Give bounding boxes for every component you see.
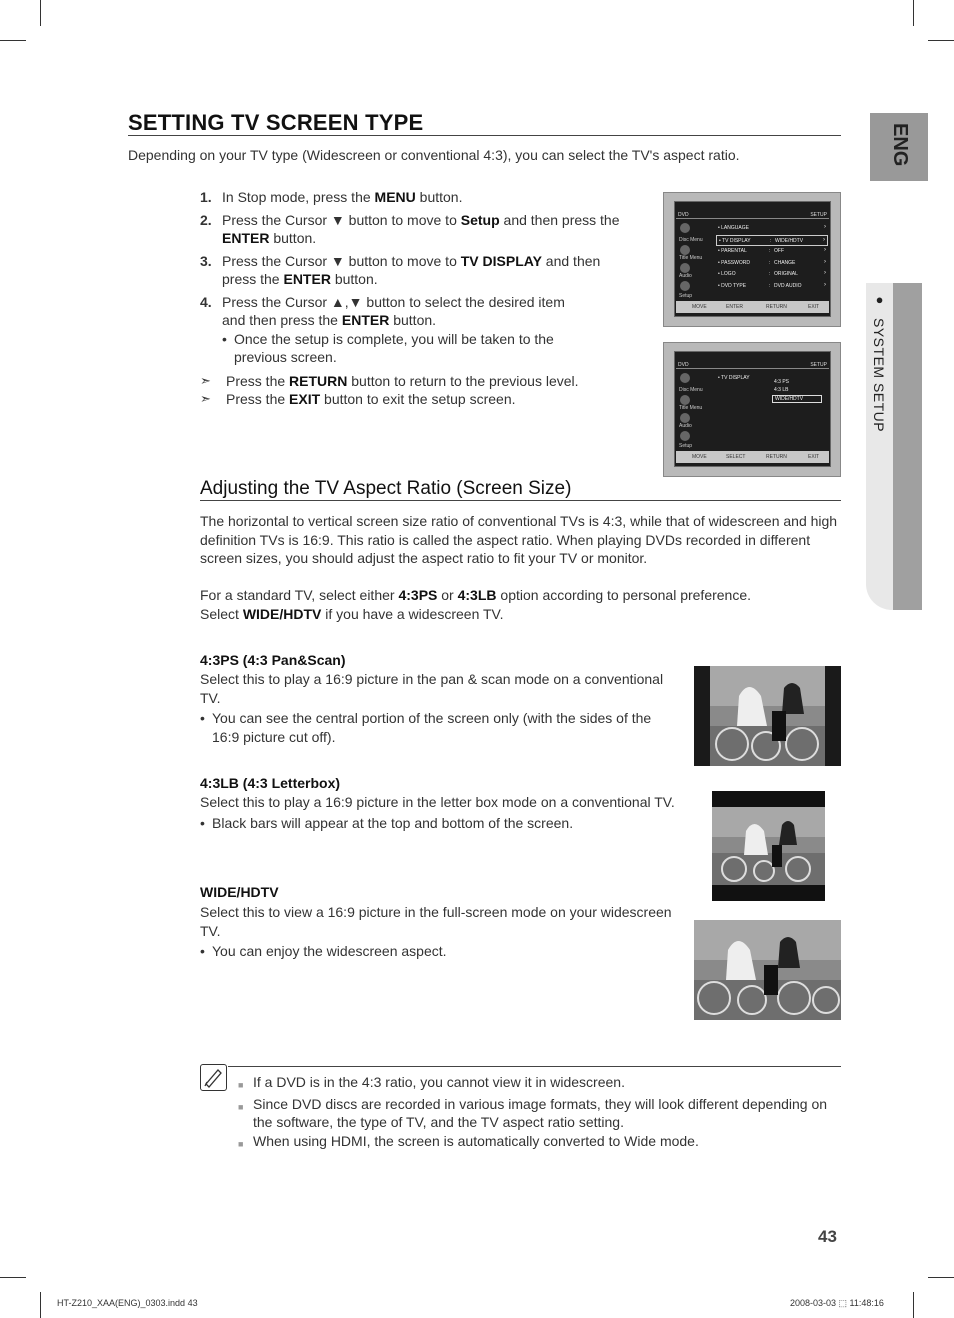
tip-text: Press the EXIT button to exit the setup screen. — [226, 391, 516, 407]
crop-mark — [913, 1292, 914, 1318]
bullet-dot: • — [222, 331, 227, 347]
note-item: ■ Since DVD discs are recorded in various image formats, they will look different depending on the software, the type of TV, and the TV aspect ratio setting. — [238, 1095, 828, 1130]
step-text: In Stop mode, press the MENU button. — [222, 189, 463, 205]
osd-row: • TV DISPLAY — [718, 375, 750, 381]
ps-body — [200, 670, 680, 746]
lb-description: Select this to play a 16:9 picture in the letter box mode on a conventional TV. — [200, 794, 675, 810]
osd-row: • LOGO : ORIGINAL › — [718, 270, 826, 277]
osd-footer — [676, 451, 829, 463]
crop-mark — [928, 40, 954, 41]
lb-body — [200, 793, 680, 832]
setup-menu-screenshot — [663, 192, 841, 327]
tip-item — [200, 372, 640, 390]
wide-description: Select this to view a 16:9 picture in the full-screen mode on your widescreen TV. — [200, 904, 672, 939]
tv-display-menu-screenshot — [663, 342, 841, 477]
crop-mark — [40, 1292, 41, 1318]
square-bullet-icon: ■ — [238, 1080, 244, 1090]
steps-list — [200, 188, 640, 408]
page-title: SETTING TV SCREEN TYPE — [128, 110, 424, 135]
crop-mark — [40, 0, 41, 26]
chevron-right-icon: › — [824, 247, 826, 253]
step-number: 1. — [200, 189, 212, 205]
osd-menu — [716, 223, 828, 292]
chevron-right-icon: › — [824, 258, 826, 265]
chevron-right-icon: › — [824, 281, 826, 288]
pan-scan-example-image — [694, 666, 841, 766]
language-tab — [870, 113, 928, 181]
osd-sidebar — [676, 221, 714, 301]
osd-row: • LANGUAGE › — [718, 224, 826, 231]
section-title: Adjusting the TV Aspect Ratio (Screen Size) — [200, 478, 572, 499]
osd-row: • DVD TYPE : DVD AUDIO › — [718, 281, 826, 289]
notes-list — [238, 1073, 838, 1153]
osd-foot-select: SELECT — [726, 454, 746, 460]
step-text: Press the Cursor ▲,▼ button to select the desired item and then press the ENTER button. — [222, 294, 565, 328]
chevron-right-icon: › — [824, 270, 826, 276]
osd-row: • PARENTAL : OFF › — [718, 247, 826, 254]
osd-mode-label: DVD — [678, 212, 689, 218]
osd-foot-return: RETURN — [766, 304, 787, 310]
osd-side-item: Disc Menu — [679, 237, 703, 243]
step-item — [200, 188, 640, 206]
step-note-text: Once the setup is complete, you will be taken to the previous screen. — [234, 331, 554, 365]
osd-side-item: Audio — [679, 273, 692, 279]
osd-side-item: Disc Menu — [679, 387, 703, 393]
setup-icon — [680, 431, 690, 441]
osd-mode-label: DVD — [678, 362, 689, 368]
widescreen-example-image — [694, 920, 841, 1020]
tip-text: Press the RETURN button to return to the previous level. — [226, 373, 579, 389]
audio-icon — [680, 263, 690, 273]
osd-menu-label: SETUP — [810, 212, 827, 218]
chevron-right-icon: › — [823, 236, 825, 243]
arrow-icon: ➣ — [200, 373, 211, 388]
title-icon — [680, 245, 690, 255]
note-item: ■ If a DVD is in the 4:3 ratio, you cannot view it in widescreen. — [238, 1073, 838, 1095]
ps-description: Select this to play a 16:9 picture in the pan & scan mode on a conventional TV. — [200, 671, 664, 706]
square-bullet-icon: ■ — [238, 1138, 244, 1149]
title-divider — [128, 135, 841, 136]
section-divider — [200, 500, 841, 501]
osd-foot-enter: ENTER — [726, 304, 743, 310]
step-text: Press the Cursor ▼ button to move to Setup and then press the ENTER button. — [222, 212, 620, 246]
letterbox-example-image — [712, 791, 825, 901]
osd-topbar — [676, 211, 829, 219]
section-tab-label: ● SYSTEM SETUP — [871, 292, 887, 433]
osd-option: 4:3 PS — [774, 379, 790, 385]
osd-side-item: Audio — [679, 423, 692, 429]
step-item — [200, 252, 640, 288]
bullet-dot: ● — [872, 292, 887, 308]
wide-body — [200, 903, 680, 961]
crop-mark — [0, 1277, 26, 1278]
step-note — [222, 330, 640, 366]
section-tab-strip — [893, 283, 922, 610]
square-bullet-icon: ■ — [238, 1101, 244, 1112]
crop-mark — [928, 1277, 954, 1278]
lb-bullet: • Black bars will appear at the top and bottom of the screen. — [200, 814, 574, 831]
audio-icon — [680, 413, 690, 423]
osd-foot-exit: EXIT — [808, 304, 820, 310]
notes-divider — [228, 1066, 841, 1067]
osd-topbar — [676, 361, 829, 369]
osd-foot-move: MOVE — [692, 304, 707, 310]
osd-option: 4:3 LB — [774, 387, 789, 393]
osd-options — [772, 379, 822, 403]
osd-foot-return: RETURN — [766, 454, 787, 460]
step-number: 2. — [200, 212, 212, 228]
osd-row: • PASSWORD : CHANGE › — [718, 258, 826, 266]
title-icon — [680, 395, 690, 405]
footer-filename: HT-Z210_XAA(ENG)_0303.indd 43 — [57, 1298, 198, 1308]
step-number: 3. — [200, 253, 212, 269]
page-number: 43 — [818, 1227, 837, 1246]
osd-side-item: Title Menu — [679, 255, 703, 261]
osd-option-selected: WIDE/HDTV — [772, 395, 822, 403]
wide-bullet: • You can enjoy the widescreen aspect. — [200, 943, 447, 959]
arrow-icon: ➣ — [200, 391, 211, 406]
aspect-ratio-paragraph: The horizontal to vertical screen size ratio of conventional TVs is 4:3, while that of widescreen and high definition TVs is 16:9. This ratio is called the aspect ratio. When playing DVDs recorded in different screen sizes, you should adjust the aspect ratio to fit your TV or monitor. — [200, 513, 838, 566]
chevron-right-icon: › — [824, 224, 826, 230]
osd-foot-exit: EXIT — [808, 454, 820, 460]
note-pencil-icon — [200, 1064, 227, 1091]
osd-side-item: Setup — [679, 293, 693, 299]
footer-timestamp: 2008-03-03 ⬚ 11:48:16 — [790, 1298, 884, 1308]
osd-menu-label: SETUP — [810, 362, 827, 368]
disc-icon — [680, 223, 690, 233]
disc-icon — [680, 373, 690, 383]
osd-foot-move: MOVE — [692, 454, 707, 460]
lb-title: 4:3LB (4:3 Letterbox) — [200, 775, 341, 791]
step-number: 4. — [200, 294, 212, 310]
intro-text: Depending on your TV type (Widescreen or conventional 4:3), you can select the TV's aspect ratio. — [128, 147, 740, 163]
language-tab-label: ENG — [889, 123, 911, 167]
osd-side-item: Title Menu — [679, 405, 703, 411]
tip-item — [200, 390, 640, 408]
crop-mark — [913, 0, 914, 26]
ps-bullet: • You can see the central portion of the screen only (with the sides of the 16:9 picture cut off). — [200, 710, 652, 745]
setup-icon — [680, 281, 690, 291]
step-item — [200, 211, 640, 247]
osd-sidebar — [676, 371, 714, 451]
osd-footer — [676, 301, 829, 313]
selection-paragraph: For a standard TV, select either 4:3PS or 4:3LB option according to personal preference. Select WIDE/HDTV if you have a widescreen TV. — [200, 587, 752, 622]
step-item — [200, 293, 640, 329]
note-item: ■ When using HDMI, the screen is automatically converted to Wide mode. — [238, 1132, 838, 1154]
osd-side-item: Setup — [679, 443, 693, 449]
step-text: Press the Cursor ▼ button to move to TV DISPLAY and then press the ENTER button. — [222, 253, 601, 287]
wide-title: WIDE/HDTV — [200, 884, 279, 900]
osd-row-selected: • TV DISPLAY : WIDE/HDTV › — [716, 235, 828, 247]
crop-mark — [0, 40, 26, 41]
ps-title: 4:3PS (4:3 Pan&Scan) — [200, 652, 346, 668]
